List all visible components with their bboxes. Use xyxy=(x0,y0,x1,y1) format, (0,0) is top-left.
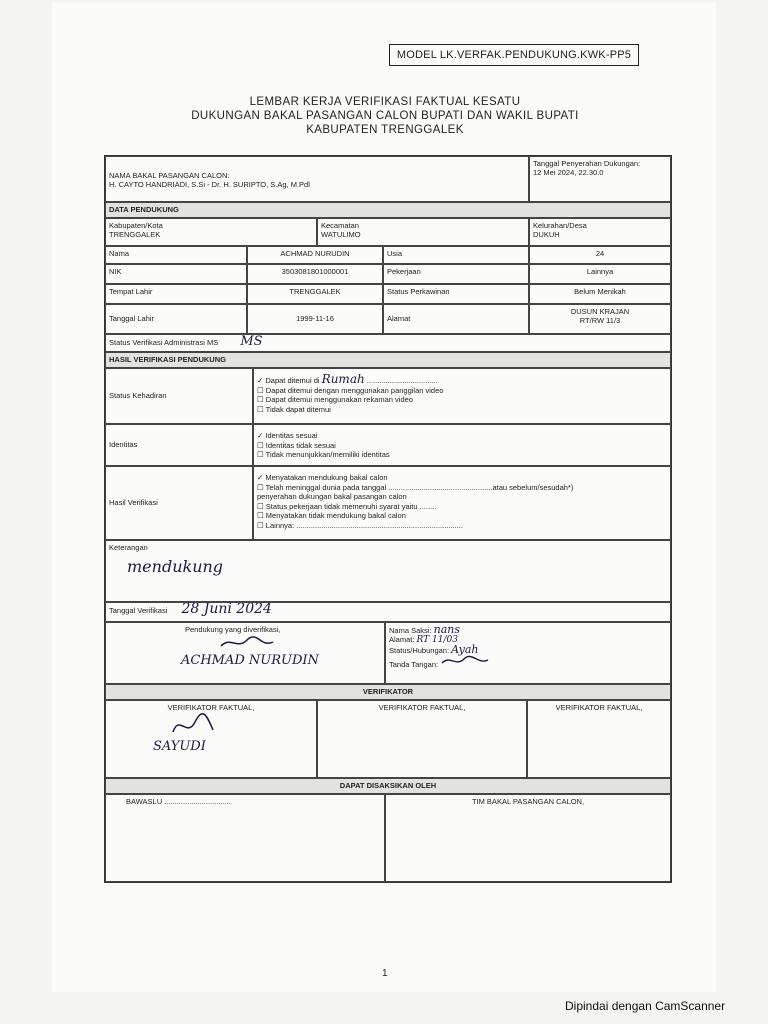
tanggal-verifikasi-row[interactable] xyxy=(105,602,671,622)
verifikator-signature-icon xyxy=(167,712,217,740)
verifikator-1-cell xyxy=(105,700,317,778)
title-line-3: KABUPATEN TRENGGALEK xyxy=(306,124,464,136)
kehadiran-option-1[interactable]: ✓ Dapat ditemui di Rumah .................................. xyxy=(257,372,438,386)
verifikator-name: SAYUDI xyxy=(153,739,206,754)
hasil-option-5[interactable]: ☐ Lainnya: ................................................................................ xyxy=(257,520,463,530)
saksi-status-row xyxy=(389,645,667,655)
alamat-line-2: RT/RW 11/3 xyxy=(579,316,621,325)
model-code-box: MODEL LK.VERFAK.PENDUKUNG.KWK-PP5 xyxy=(389,44,639,66)
tanggal-verifikasi-label: Tanggal Verifikasi xyxy=(109,606,168,615)
tim-paslon-cell: TIM BAKAL PASANGAN CALON, xyxy=(385,794,671,882)
kehadiran-option-3[interactable]: ☐ Dapat ditemui menggunakan rekaman video xyxy=(257,395,413,404)
hasil-option-2[interactable]: ☐ Telah meninggal dunia pada tanggal ..................................................atau sebelum/sesudah*) xyxy=(257,482,574,492)
candidate-cell xyxy=(105,156,529,202)
saksi-nama-value: nans xyxy=(433,623,460,636)
saksi-status-label: Status/Hubungan: xyxy=(389,646,450,655)
kabupaten-cell xyxy=(105,218,317,246)
alamat-line-1: DUSUN KRAJAN xyxy=(570,307,630,316)
saksi-nama-label: Nama Saksi: xyxy=(389,626,432,635)
kehadiran-option-4[interactable]: ☐ Tidak dapat ditemui xyxy=(257,404,331,414)
title-line-2: DUKUNGAN BAKAL PASANGAN CALON BUPATI DAN WAKIL BUPATI xyxy=(191,110,579,122)
nik-label: NIK xyxy=(105,264,247,284)
camscanner-footer: Dipindai dengan CamScanner xyxy=(565,999,726,1013)
tanggal-verifikasi-hand: 28 Juni 2024 xyxy=(181,602,272,617)
candidate-value: H. CAYTO HANDRIADI, S.Si - Dr. H. SURIPTO, S.Ag, M.Pdl xyxy=(109,180,310,189)
submission-label: Tanggal Penyerahan Dukungan: xyxy=(533,159,641,168)
keterangan-label: Keterangan xyxy=(109,543,148,552)
nik-value: 3503081801000001 xyxy=(247,264,383,284)
alamat-value xyxy=(529,304,671,334)
admin-status-label: Status Verifikasi Administrasi MS xyxy=(109,338,219,347)
document-title xyxy=(150,95,620,137)
identitas-label: Identitas xyxy=(105,424,253,466)
status-perkawinan-label: Status Perkawinan xyxy=(383,284,529,304)
page-number: 1 xyxy=(382,968,388,979)
nama-value: ACHMAD NURUDIN xyxy=(247,246,383,264)
title-line-1: LEMBAR KERJA VERIFIKASI FAKTUAL KESATU xyxy=(249,96,521,108)
kecamatan-cell xyxy=(317,218,529,246)
hasil-option-1[interactable]: ✓ Menyatakan mendukung bakal calon xyxy=(257,473,388,482)
saksi-ttd-label: Tanda Tangan: xyxy=(389,660,439,669)
pendukung-label: Pendukung yang diverifikasi, xyxy=(185,625,281,634)
saksi-signature-icon xyxy=(440,655,490,667)
hasil-option-2-cont: penyerahan dukungan bakal pasangan calon xyxy=(257,492,407,501)
pendukung-signature-icon xyxy=(217,634,277,652)
pekerjaan-label: Pekerjaan xyxy=(383,264,529,284)
admin-status-value: MS xyxy=(240,334,263,349)
section-verifikator: VERIFIKATOR xyxy=(105,684,671,700)
tempat-lahir-label: Tempat Lahir xyxy=(105,284,247,304)
pendukung-signature-cell xyxy=(105,622,385,684)
kecamatan-label: Kecamatan xyxy=(321,221,359,230)
kelurahan-label: Kelurahan/Desa xyxy=(533,221,587,230)
saksi-alamat-row xyxy=(389,635,667,645)
saksi-status-value: Ayah xyxy=(451,643,479,656)
section-disaksikan: DAPAT DISAKSIKAN OLEH xyxy=(105,778,671,794)
tanggal-lahir-value: 1999-11-16 xyxy=(247,304,383,334)
submission-value: 12 Mei 2024, 22.30.0 xyxy=(533,168,604,177)
saksi-ttd-row xyxy=(389,655,667,669)
tempat-lahir-value: TRENGGALEK xyxy=(247,284,383,304)
saksi-nama-row xyxy=(389,625,667,635)
identitas-option-3[interactable]: ☐ Tidak menunjukkan/memiliki identitas xyxy=(257,450,390,459)
hasil-option-4[interactable]: ☐ Menyatakan tidak mendukung bakal calon xyxy=(257,511,406,520)
submission-cell xyxy=(529,156,671,202)
section-hasil-verifikasi: HASIL VERIFIKASI PENDUKUNG xyxy=(105,352,671,368)
identitas-options xyxy=(253,424,671,466)
keterangan-hand: mendukung xyxy=(127,557,224,576)
alamat-label: Alamat xyxy=(383,304,529,334)
pekerjaan-value: Lainnya xyxy=(529,264,671,284)
kelurahan-cell xyxy=(529,218,671,246)
bawaslu-cell: BAWASLU ................................ xyxy=(105,794,385,882)
hasil-option-3[interactable]: ☐ Status pekerjaan tidak memenuhi syarat yaitu ........ xyxy=(257,501,437,511)
tanggal-lahir-label: Tanggal Lahir xyxy=(105,304,247,334)
usia-value: 24 xyxy=(529,246,671,264)
verifikator-3-label: VERIFIKATOR FAKTUAL, xyxy=(555,703,643,712)
kecamatan-value: WATULIMO xyxy=(321,230,361,239)
verifikator-2-cell xyxy=(317,700,527,778)
verification-form xyxy=(104,155,672,883)
kehadiran-hand-value: Rumah xyxy=(321,372,365,386)
usia-label: Usia xyxy=(383,246,529,264)
kehadiran-label: Status Kehadiran xyxy=(105,368,253,424)
keterangan-cell[interactable] xyxy=(105,540,671,602)
kehadiran-option-2[interactable]: ☐ Dapat ditemui dengan menggunakan panggilan video xyxy=(257,385,444,395)
kehadiran-option-1-text: ✓ Dapat ditemui di xyxy=(257,376,320,385)
saksi-alamat-label: Alamat: xyxy=(389,635,415,644)
status-perkawinan-value: Belum Menikah xyxy=(529,284,671,304)
kabupaten-value: TRENGGALEK xyxy=(109,230,161,239)
verifikator-1-label: VERIFIKATOR FAKTUAL, xyxy=(167,703,255,712)
hasil-verifikasi-options xyxy=(253,466,671,540)
verifikator-3-cell xyxy=(527,700,671,778)
kehadiran-options xyxy=(253,368,671,424)
section-data-pendukung: DATA PENDUKUNG xyxy=(105,202,671,218)
hasil-verifikasi-label: Hasil Verifikasi xyxy=(105,466,253,540)
kabupaten-label: Kabupaten/Kota xyxy=(109,221,163,230)
identitas-option-1[interactable]: ✓ Identitas sesuai xyxy=(257,431,318,440)
admin-status-row xyxy=(105,334,671,352)
nama-label: Nama xyxy=(105,246,247,264)
identitas-option-2[interactable]: ☐ Identitas tidak sesuai xyxy=(257,440,336,450)
pendukung-name: ACHMAD NURUDIN xyxy=(181,653,319,668)
saksi-alamat-value: RT 11/03 xyxy=(416,635,458,645)
saksi-cell xyxy=(385,622,671,684)
kelurahan-value: DUKUH xyxy=(533,230,560,239)
verifikator-2-label: VERIFIKATOR FAKTUAL, xyxy=(378,703,466,712)
candidate-label: NAMA BAKAL PASANGAN CALON: xyxy=(109,171,230,180)
